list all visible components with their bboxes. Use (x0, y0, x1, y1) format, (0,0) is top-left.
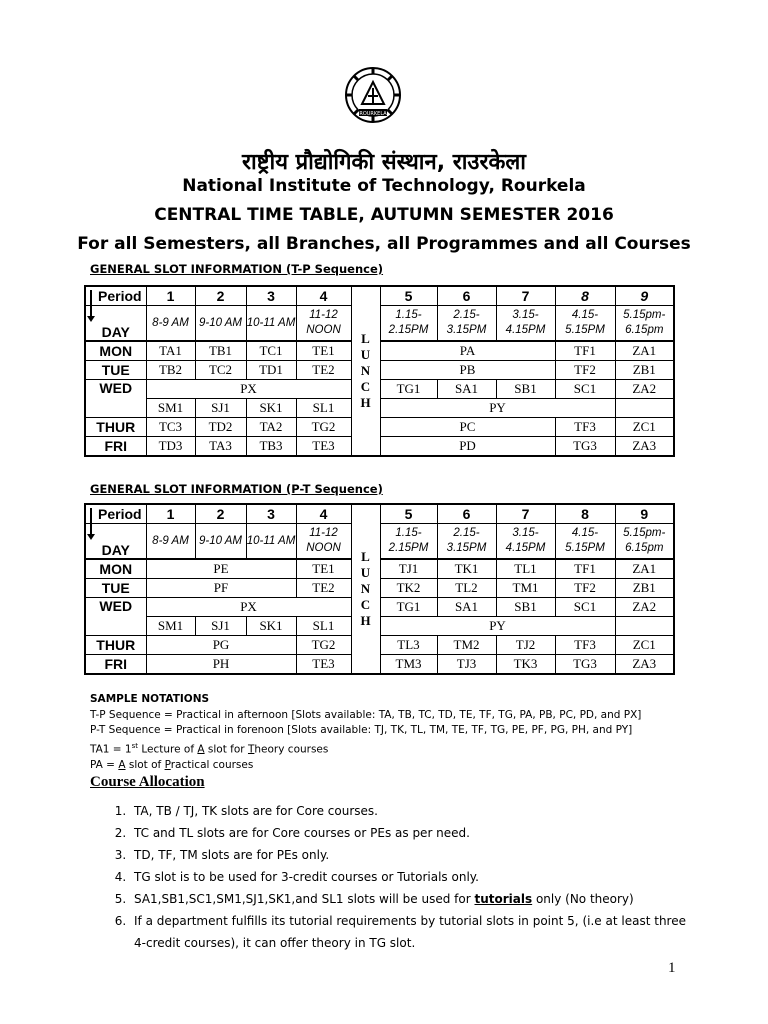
lunch-column: L U N C H (351, 286, 380, 456)
page-subtitle: For all Semesters, all Branches, all Programmes and all Courses (77, 234, 691, 254)
slot-cell: ZA1 (615, 341, 674, 361)
period-time: 10-11 AM (246, 524, 296, 560)
slot-cell: PX (146, 598, 351, 617)
slot-cell: PD (380, 437, 555, 457)
slot-cell: SL1 (296, 617, 351, 636)
period-num: 9 (615, 286, 674, 306)
arrow-down-icon (90, 290, 92, 318)
slot-cell: ZB1 (615, 361, 674, 380)
slot-cell: PA (380, 341, 555, 361)
slot-cell: PY (380, 399, 615, 418)
slot-cell: TB3 (246, 437, 296, 457)
page-number: 1 (668, 960, 676, 976)
period-header: Period (85, 286, 146, 306)
table-row (85, 559, 674, 579)
list-item: 1. TA, TB / TJ, TK slots are for Core courses. (130, 800, 686, 822)
slot-cell: TE1 (296, 559, 351, 579)
day-header: DAY (85, 306, 146, 342)
slot-cell: TF1 (555, 559, 615, 579)
page-title: CENTRAL TIME TABLE, AUTUMN SEMESTER 2016 (154, 205, 614, 225)
slot-cell: ZB1 (615, 579, 674, 598)
period-num: 3 (246, 286, 296, 306)
slot-cell: TG1 (380, 380, 437, 399)
slot-cell: TE2 (296, 361, 351, 380)
table-row (85, 437, 674, 457)
slot-cell: TK1 (437, 559, 496, 579)
slot-cell: PF (146, 579, 296, 598)
slot-cell: TE2 (296, 579, 351, 598)
tp-timetable (84, 285, 675, 457)
list-item: 4. TG slot is to be used for 3-credit courses or Tutorials only. (130, 866, 686, 888)
period-num: 5 (380, 286, 437, 306)
period-num: 8 (555, 504, 615, 524)
slot-cell: TL3 (380, 636, 437, 655)
slot-cell: TM3 (380, 655, 437, 675)
period-time: 9-10 AM (195, 524, 246, 560)
slot-cell: SC1 (555, 380, 615, 399)
sample-notations (90, 692, 641, 773)
period-time: 4.15- 5.15PM (555, 306, 615, 342)
slot-cell: TG3 (555, 655, 615, 675)
day-wed: WED (85, 598, 146, 636)
tp-section-title: GENERAL SLOT INFORMATION (T-P Sequence) (90, 262, 384, 276)
slot-cell: TE1 (296, 341, 351, 361)
period-time: 8-9 AM (146, 306, 195, 342)
day-fri: FRI (85, 655, 146, 675)
period-time: 1.15- 2.15PM (380, 524, 437, 560)
period-num: 7 (496, 286, 555, 306)
slot-cell: TA1 (146, 341, 195, 361)
slot-cell: SA1 (437, 380, 496, 399)
slot-cell: TM2 (437, 636, 496, 655)
slot-cell: TC1 (246, 341, 296, 361)
slot-cell: SK1 (246, 617, 296, 636)
institute-logo-icon (344, 66, 402, 124)
table-row (85, 636, 674, 655)
slot-cell: TJ3 (437, 655, 496, 675)
slot-cell: TK3 (496, 655, 555, 675)
period-num: 7 (496, 504, 555, 524)
notes-line: TA1 = 1st Lecture of A slot for Theory courses (90, 741, 329, 755)
slot-cell: TG2 (296, 636, 351, 655)
period-num: 6 (437, 286, 496, 306)
period-time: 11-12 NOON (296, 306, 351, 342)
period-time: 1.15- 2.15PM (380, 306, 437, 342)
period-time: 10-11 AM (246, 306, 296, 342)
slot-cell: SA1 (437, 598, 496, 617)
table-row (85, 341, 674, 361)
slot-cell (615, 617, 674, 636)
table-row (85, 617, 674, 636)
slot-cell: TD3 (146, 437, 195, 457)
slot-cell: TF2 (555, 361, 615, 380)
slot-cell: TE3 (296, 655, 351, 675)
period-time: 3.15- 4.15PM (496, 306, 555, 342)
table-row (85, 399, 674, 418)
slot-cell: TD1 (246, 361, 296, 380)
slot-cell: SJ1 (195, 617, 246, 636)
slot-cell: ZC1 (615, 636, 674, 655)
day-fri: FRI (85, 437, 146, 457)
slot-cell: ZA2 (615, 598, 674, 617)
notes-title: SAMPLE NOTATIONS (90, 693, 210, 705)
table-row (85, 418, 674, 437)
period-num: 4 (296, 286, 351, 306)
day-thu: THUR (85, 418, 146, 437)
notes-line: T-P Sequence = Practical in afternoon [Slots available: TA, TB, TC, TD, TE, TF, TG, PA, PB, PC, PD, and PX] (90, 708, 642, 721)
slot-cell: TB2 (146, 361, 195, 380)
slot-cell: ZA2 (615, 380, 674, 399)
hindi-title: राष्ट्रीय प्रौद्योगिकी संस्थान, राउरकेला (241, 150, 526, 175)
period-header: Period (85, 504, 146, 524)
list-item: 2. TC and TL slots are for Core courses or PEs as per need. (130, 822, 686, 844)
slot-cell: ZC1 (615, 418, 674, 437)
slot-cell: TK2 (380, 579, 437, 598)
slot-cell: SM1 (146, 617, 195, 636)
slot-cell: SL1 (296, 399, 351, 418)
slot-cell: TJ1 (380, 559, 437, 579)
institute-name: National Institute of Technology, Rourkela (182, 176, 586, 196)
slot-cell: TB1 (195, 341, 246, 361)
slot-cell: ZA3 (615, 655, 674, 675)
list-item: 6. If a department fulfills its tutorial requirements by tutorial slots in point 5, (i.e at least three 4-credit courses), it can offer theory in TG slot. (130, 910, 686, 954)
pt-section-title: GENERAL SLOT INFORMATION (P-T Sequence) (90, 482, 383, 496)
slot-cell: ZA3 (615, 437, 674, 457)
period-time: 9-10 AM (195, 306, 246, 342)
day-thu: THUR (85, 636, 146, 655)
list-item: 5. SA1,SB1,SC1,SM1,SJ1,SK1,and SL1 slots will be used for tutorials only (No theory) (130, 888, 686, 910)
slot-cell (615, 399, 674, 418)
slot-cell: PB (380, 361, 555, 380)
course-allocation-list (108, 800, 686, 954)
slot-cell: TF2 (555, 579, 615, 598)
slot-cell: TG3 (555, 437, 615, 457)
slot-cell: TC2 (195, 361, 246, 380)
slot-cell: TL2 (437, 579, 496, 598)
slot-cell: ZA1 (615, 559, 674, 579)
slot-cell: PH (146, 655, 296, 675)
period-time: 4.15- 5.15PM (555, 524, 615, 560)
list-item: 3. TD, TF, TM slots are for PEs only. (130, 844, 686, 866)
slot-cell: TE3 (296, 437, 351, 457)
slot-cell: TM1 (496, 579, 555, 598)
slot-cell: PX (146, 380, 351, 399)
slot-cell: SB1 (496, 380, 555, 399)
period-num: 9 (615, 504, 674, 524)
day-header: DAY (85, 524, 146, 560)
notes-line: P-T Sequence = Practical in forenoon [Slots available: TJ, TK, TL, TM, TE, TF, TG, PE, PF, PG, PH, and PY] (90, 724, 633, 736)
period-num: 1 (146, 286, 195, 306)
slot-cell: TD2 (195, 418, 246, 437)
pt-timetable (84, 503, 675, 675)
period-num: 5 (380, 504, 437, 524)
slot-cell: TL1 (496, 559, 555, 579)
period-num: 2 (195, 504, 246, 524)
notes-line: PA = A slot of Practical courses (90, 758, 254, 771)
day-wed: WED (85, 380, 146, 418)
period-time: 2.15- 3.15PM (437, 524, 496, 560)
slot-cell: PY (380, 617, 615, 636)
slot-cell: SK1 (246, 399, 296, 418)
slot-cell: SB1 (496, 598, 555, 617)
slot-cell: SJ1 (195, 399, 246, 418)
period-num: 3 (246, 504, 296, 524)
slot-cell: PC (380, 418, 555, 437)
slot-cell: TA3 (195, 437, 246, 457)
day-mon: MON (85, 559, 146, 579)
slot-cell: SC1 (555, 598, 615, 617)
lunch-column: L U N C H (351, 504, 380, 674)
table-row (85, 655, 674, 675)
day-tue: TUE (85, 579, 146, 598)
table-row (85, 380, 674, 399)
slot-cell: TC3 (146, 418, 195, 437)
period-time: 3.15- 4.15PM (496, 524, 555, 560)
slot-cell: TG2 (296, 418, 351, 437)
slot-cell: PG (146, 636, 296, 655)
period-num: 2 (195, 286, 246, 306)
period-num: 1 (146, 504, 195, 524)
slot-cell: TA2 (246, 418, 296, 437)
slot-cell: TF3 (555, 418, 615, 437)
period-time: 5.15pm- 6.15pm (615, 524, 674, 560)
period-num: 4 (296, 504, 351, 524)
slot-cell: TF3 (555, 636, 615, 655)
slot-cell: TG1 (380, 598, 437, 617)
table-row (85, 598, 674, 617)
slot-cell: TJ2 (496, 636, 555, 655)
svg-text:ROURKELA: ROURKELA (359, 111, 387, 117)
table-row (85, 579, 674, 598)
course-allocation-title: Course Allocation (90, 774, 205, 790)
day-mon: MON (85, 341, 146, 361)
period-num: 8 (555, 286, 615, 306)
day-tue: TUE (85, 361, 146, 380)
period-time: 11-12 NOON (296, 524, 351, 560)
period-num: 6 (437, 504, 496, 524)
period-time: 5.15pm- 6.15pm (615, 306, 674, 342)
slot-cell: TF1 (555, 341, 615, 361)
period-time: 8-9 AM (146, 524, 195, 560)
arrow-down-icon (90, 508, 92, 536)
slot-cell: PE (146, 559, 296, 579)
period-time: 2.15- 3.15PM (437, 306, 496, 342)
table-row (85, 361, 674, 380)
slot-cell: SM1 (146, 399, 195, 418)
